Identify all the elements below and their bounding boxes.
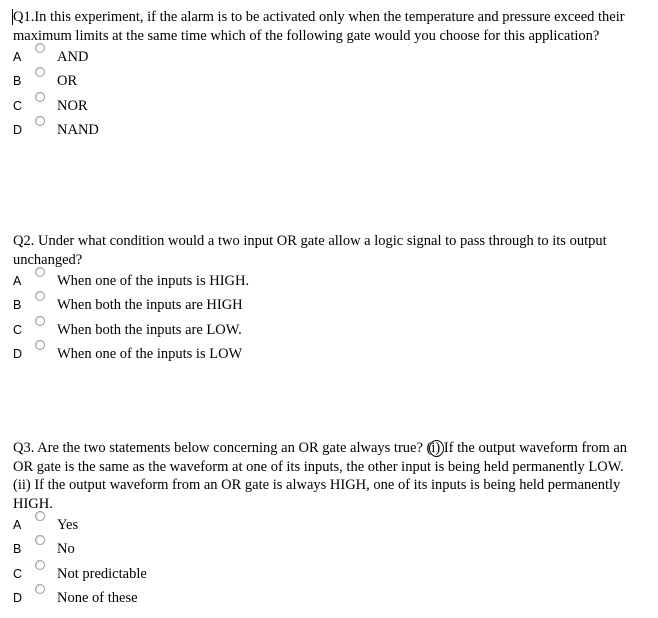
question-3-option-a[interactable] [13,516,645,540]
radio-button[interactable] [35,316,45,326]
question-1-option-a[interactable] [13,48,645,72]
question-1 [13,8,645,145]
question-2-text: Q2. Under what condition would a two input OR gate allow a logic signal to pass through to its output unchanged? [13,233,607,268]
option-label: When both the inputs are LOW. [57,321,242,338]
question-3-option-b[interactable] [13,540,645,564]
option-label: Not predictable [57,565,147,582]
option-label: NAND [57,121,99,138]
question-3-text [13,439,645,513]
option-label: Yes [57,517,79,533]
option-letter: C [13,566,23,581]
radio-button[interactable] [35,267,45,277]
radio-button[interactable] [35,511,45,521]
question-2-option-b[interactable] [13,296,645,320]
question-2 [13,232,645,369]
option-label: No [57,541,75,558]
radio-button[interactable] [35,340,45,350]
circled-marker: i [431,440,436,456]
question-3-text-start: Q3. Are the two statements below concerning an OR gate always true? ( [13,440,432,456]
radio-button[interactable] [35,43,45,53]
option-letter: B [13,74,22,89]
radio-button[interactable] [35,67,45,77]
radio-button[interactable] [35,291,45,301]
text-cursor [12,9,13,25]
question-3-option-d[interactable] [13,589,645,613]
option-label: AND [57,49,89,65]
option-letter: C [13,98,23,113]
radio-button[interactable] [35,584,45,594]
option-letter: D [13,346,23,361]
question-3-text-end: ) If the output waveform from an OR gate is the same as the waveform at one of its inputs, the other input is being held permanently LOW. (ii) If the output waveform from an OR gate is always HIGH, one of its inputs is being held permanently HIGH. [13,440,628,512]
option-letter: D [13,122,23,137]
question-1-text: Q1.In this experiment, if the alarm is to be activated only when the temperature and pressure exceed their maximum limits at the same time which of the following gate would you choose for this application? [13,9,625,44]
radio-button[interactable] [35,560,45,570]
option-label: When one of the inputs is LOW [57,345,243,362]
question-1-option-b[interactable] [13,72,645,96]
option-label: When both the inputs are HIGH [57,297,243,314]
radio-button[interactable] [35,116,45,126]
option-letter: A [13,274,22,288]
option-label: None of these [57,589,138,606]
option-letter: B [13,542,22,557]
option-label: When one of the inputs is HIGH. [57,273,250,289]
option-letter: A [13,518,22,532]
radio-button[interactable] [35,535,45,545]
radio-button[interactable] [35,92,45,102]
question-2-option-a[interactable] [13,272,645,296]
option-label: NOR [57,97,88,114]
question-3 [13,439,645,613]
question-1-option-d[interactable] [13,121,645,145]
question-2-option-d[interactable] [13,345,645,369]
question-1-option-c[interactable] [13,97,645,121]
option-letter: A [13,50,22,64]
option-letter: D [13,590,23,605]
option-label: OR [57,73,78,90]
question-2-option-c[interactable] [13,321,645,345]
question-3-option-c[interactable] [13,565,645,589]
option-letter: B [13,298,22,313]
option-letter: C [13,322,23,337]
